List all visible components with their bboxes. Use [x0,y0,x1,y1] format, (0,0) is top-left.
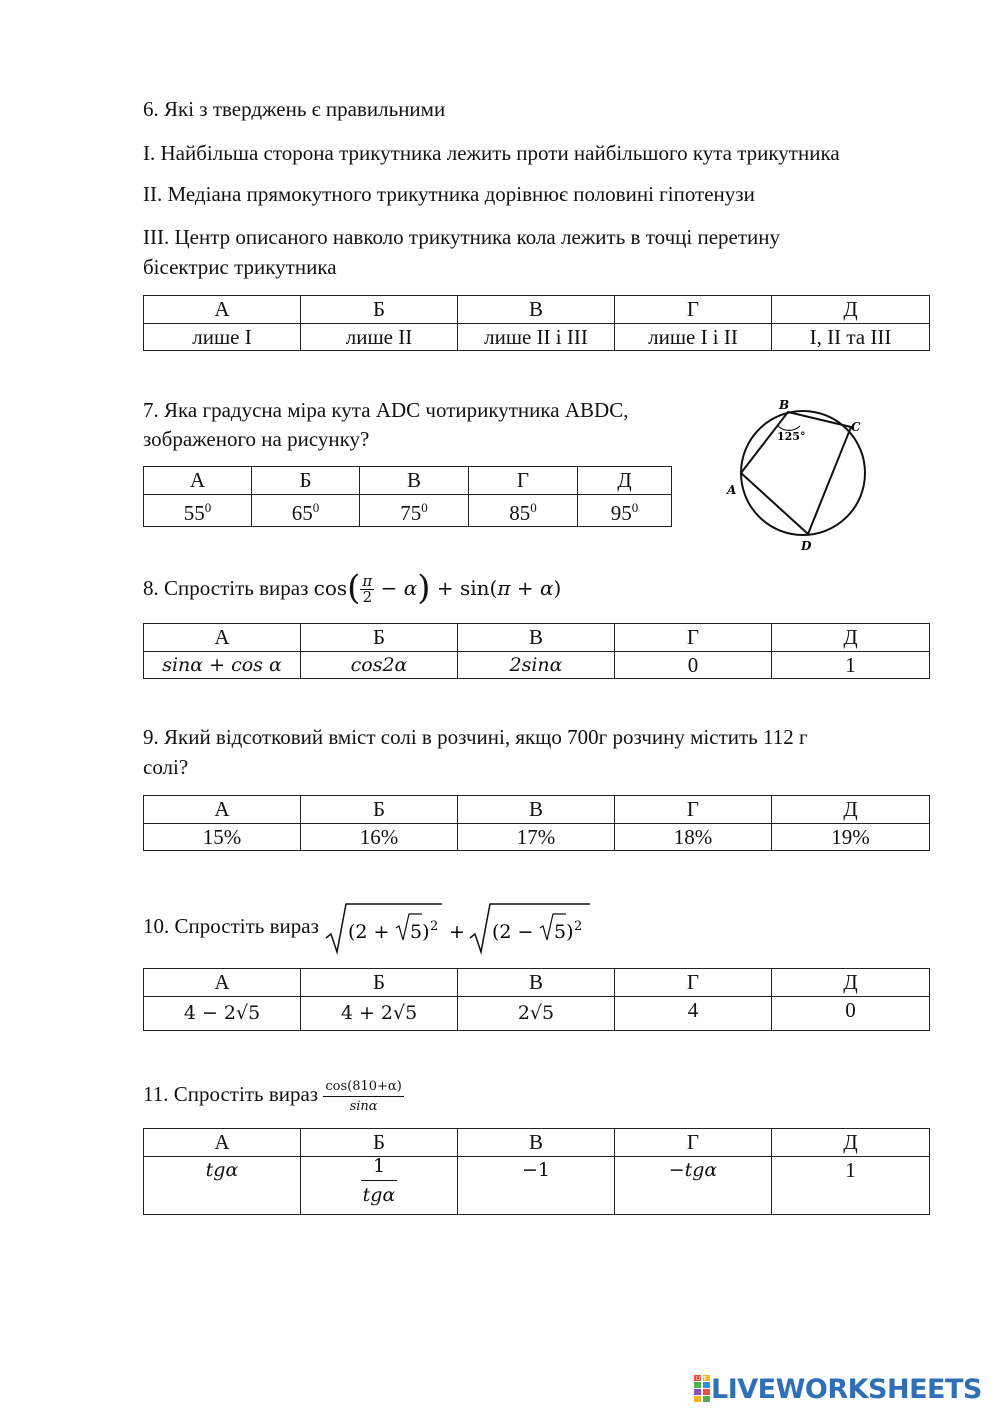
q11-fraction-numerator: cos(810+α) [323,1080,403,1097]
q11-fraction [323,1080,403,1113]
q6-statement-3a: III. Центр описаного навколо трикутника кола лежить в точці перетину [143,225,780,249]
q7-header-g: Г [469,467,578,495]
svg-text:+: + [449,921,466,944]
q6-answer-d[interactable]: I, II та III [772,324,930,351]
q11-header-v: В [458,1129,615,1157]
q10-answer-d[interactable]: 0 [772,997,930,1031]
q6-header-g: Г [615,296,772,324]
svg-text:2: 2 [574,919,583,935]
q11-answer-v[interactable]: −1 [458,1157,615,1215]
logo-blocks-icon [693,1374,711,1404]
q9-answer-b[interactable]: 16% [301,824,458,851]
q11-header-d: Д [772,1129,930,1157]
svg-text:(2 −: (2 − [492,921,534,944]
q11-answer-table [143,1128,930,1215]
q7-line-1: 7. Яка градусна міра кута ADC чотирикутника ABDC, [143,398,629,422]
q7-answer-g[interactable]: $85^0$ [469,495,578,527]
q11-answer-g[interactable]: −tgα [615,1157,772,1215]
label-a: A [727,483,737,497]
q9-header-a: А [144,796,301,824]
q10-answer-g[interactable]: 4 [615,997,772,1031]
svg-text:5): 5) [410,921,430,944]
q7-header-a: А [144,467,252,495]
q8-expression: cos( $\frac{\pi}{2}$ − α) + sin(π + α) [313,568,562,608]
q7-answer-d[interactable]: $95^0$ [578,495,672,527]
q6-answer-a[interactable]: лише I [144,324,301,351]
q9-answer-table [143,795,930,851]
q6-statement-1: I. Найбільша сторона трикутника лежить проти найбільшого кута трикутника [143,141,840,165]
label-d: D [801,539,812,553]
q8-answer-v[interactable]: 2sinα [458,652,615,679]
q9-line-1: 9. Який відсотковий вміст солі в розчині, якщо 700г розчину містить 112 г [143,725,808,749]
q7-answer-a[interactable]: $55^0$ [144,495,252,527]
q6-statement-3b: бісектрис трикутника [143,255,337,279]
q7-answer-v[interactable]: $75^0$ [360,495,469,527]
q7-answer-table [143,466,672,527]
q8-answer-d[interactable]: 1 [772,652,930,679]
q11-answer-a[interactable]: tgα [144,1157,301,1215]
q6-header-d: Д [772,296,930,324]
q9-answer-v[interactable]: 17% [458,824,615,851]
q10-header-v: В [458,969,615,997]
q8-answer-a[interactable]: sinα + cos α [144,652,301,679]
q11-header-g: Г [615,1129,772,1157]
q7-header-b: Б [252,467,360,495]
q10-prefix: 10. Спростіть вираз [143,914,319,938]
q11-header-a: А [144,1129,301,1157]
q10-expression [324,900,599,956]
label-c: C [851,420,861,434]
q8-header-b: Б [301,624,458,652]
q8-header-v: В [458,624,615,652]
q8-answer-g[interactable]: 0 [615,652,772,679]
q8-prefix: 8. Спростіть вираз [143,576,309,600]
q7-header-v: В [360,467,469,495]
q8-question [143,568,561,612]
q8-header-a: А [144,624,301,652]
q11-question [143,1071,404,1119]
svg-text:LIVE: LIVE [696,1376,707,1382]
q6-title: 6. Які з тверджень є правильними [143,97,446,121]
q10-header-a: А [144,969,301,997]
q6-header-v: В [458,296,615,324]
q11-fraction-denominator: sinα [349,1098,378,1114]
q6-answer-b[interactable]: лише II [301,324,458,351]
q11-answer-d[interactable]: 1 [772,1157,930,1215]
q10-answer-v[interactable]: 2√5 [458,997,615,1031]
logo-text: LIVEWORKSHEETS [711,1373,982,1405]
q8-header-d: Д [772,624,930,652]
q11-answer-b[interactable]: $\frac{1}{\text{tgα}}$ [301,1157,458,1215]
q9-header-d: Д [772,796,930,824]
q7-answer-b[interactable]: $65^0$ [252,495,360,527]
q10-header-g: Г [615,969,772,997]
q8-header-g: Г [615,624,772,652]
q10-answer-b[interactable]: 4 + 2√5 [301,997,458,1031]
q10-header-b: Б [301,969,458,997]
q6-answer-v[interactable]: лише II і III [458,324,615,351]
svg-text:2: 2 [430,919,439,935]
q11-header-b: Б [301,1129,458,1157]
q9-answer-g[interactable]: 18% [615,824,772,851]
q7-header-d: Д [578,467,672,495]
svg-text:5): 5) [554,921,574,944]
q9-header-v: В [458,796,615,824]
svg-text:(2 +: (2 + [348,921,390,944]
q10-answer-table [143,968,930,1031]
q6-answer-table [143,295,930,351]
q7-line-2: зображеного на рисунку? [143,427,370,451]
q6-header-b: Б [301,296,458,324]
q10-question [143,898,599,958]
q6-statement-2: II. Медіана прямокутного трикутника дорівнює половині гіпотенузи [143,182,755,206]
q10-answer-a[interactable]: 4 − 2√5 [144,997,301,1031]
q6-answer-g[interactable]: лише I і II [615,324,772,351]
q8-answer-b[interactable]: cos2α [301,652,458,679]
q10-header-d: Д [772,969,930,997]
q8-answer-table [143,623,930,679]
angle-label: 125° [777,430,806,443]
q11-prefix: 11. Спростіть вираз [143,1082,319,1106]
q9-line-2: солі? [143,755,189,779]
q7-circle-figure [715,390,885,560]
q9-header-g: Г [615,796,772,824]
q9-header-b: Б [301,796,458,824]
q9-answer-d[interactable]: 19% [772,824,930,851]
q6-header-a: А [144,296,301,324]
liveworksheets-logo [693,1373,982,1405]
label-b: B [779,398,790,412]
q9-answer-a[interactable]: 15% [144,824,301,851]
